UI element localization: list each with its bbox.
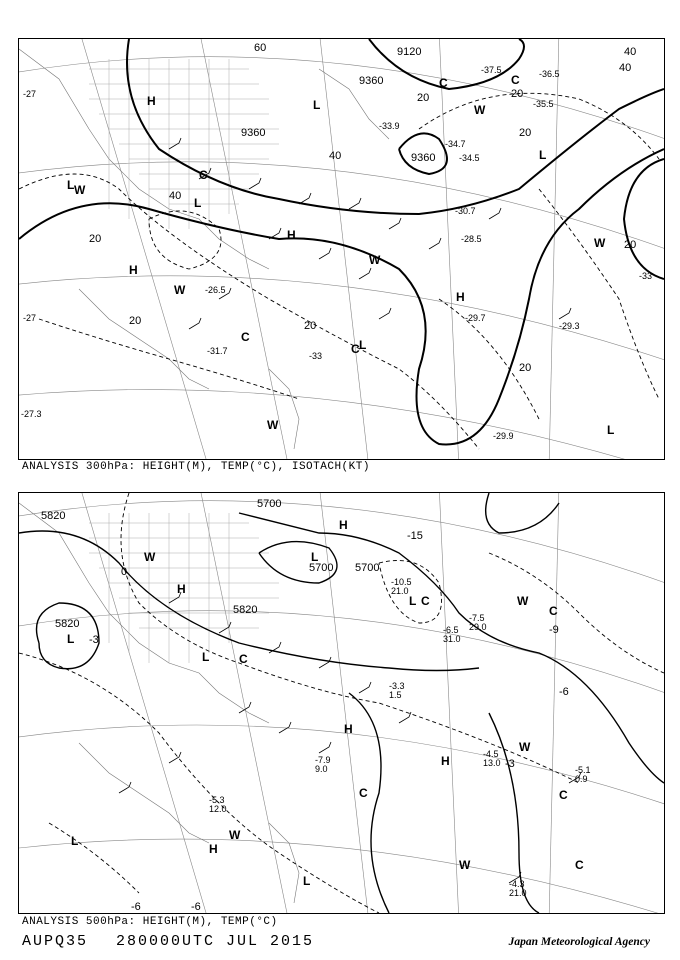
low-marker: L [194, 196, 202, 210]
high-marker: H [147, 94, 156, 108]
isotach-label: 60 [254, 42, 267, 54]
high-marker: H [287, 228, 296, 242]
high-marker: H [177, 582, 186, 596]
isotach-label: 20 [624, 239, 637, 251]
obs-label: 1.5 [389, 690, 402, 700]
high-marker: H [209, 842, 218, 856]
warm-marker: W [74, 183, 86, 197]
height-label: 5700 [355, 562, 380, 574]
cold-marker: C [549, 604, 558, 618]
coastlines [19, 503, 299, 903]
cold-marker: C [439, 76, 448, 90]
temp-label: -26.5 [205, 285, 226, 295]
obs-label: 21.0 [391, 586, 409, 596]
isotherm-label: -3 [89, 634, 99, 646]
height-contours [19, 39, 664, 444]
obs-label: 21.0 [509, 888, 527, 898]
high-marker: H [441, 754, 450, 768]
isotach-label: 20 [519, 127, 532, 139]
temp-label: -27 [23, 89, 37, 99]
isotach-label: 20 [417, 92, 430, 104]
temp-label: -34.7 [445, 139, 466, 149]
temp-label: -27.3 [21, 409, 42, 419]
warm-marker: W [174, 283, 186, 297]
obs-label: -10.5 [391, 577, 412, 587]
low-marker: L [67, 178, 75, 192]
temp-label: -33.9 [379, 121, 400, 131]
low-marker: L [67, 632, 75, 646]
obs-label: -3.3 [389, 681, 405, 691]
cold-marker: C [239, 652, 248, 666]
obs-label: -6.5 [443, 625, 459, 635]
obs-label: -4.3 [509, 879, 525, 889]
cold-marker: C [421, 594, 430, 608]
agency-name: Japan Meteorological Agency [508, 936, 650, 948]
low-marker: L [409, 594, 417, 608]
height-label: 9120 [397, 46, 422, 58]
chart-identifier [22, 933, 342, 950]
caption-300hpa: ANALYSIS 300hPa: HEIGHT(M), TEMP(°C), ISOTACH(KT) [22, 461, 370, 473]
temp-label: -27 [23, 313, 37, 323]
obs-label: 31.0 [443, 634, 461, 644]
height-label: 9360 [359, 75, 384, 87]
isotherm-label: -6 [191, 901, 201, 913]
cold-marker: C [359, 786, 368, 800]
height-label: 5700 [257, 498, 282, 510]
warm-marker: W [519, 740, 531, 754]
temp-label: -29.7 [465, 313, 486, 323]
isotachs [19, 93, 659, 449]
height-label: 5820 [233, 604, 258, 616]
map-500hpa-canvas [19, 493, 664, 913]
isotach-label: 20 [519, 362, 532, 374]
wind-barbs [169, 138, 571, 329]
chart-valid-time: 280000UTC JUL 2015 [116, 933, 315, 950]
height-label: 5820 [41, 510, 66, 522]
low-marker: L [303, 874, 311, 888]
warm-marker: W [517, 594, 529, 608]
temp-label: -28.5 [461, 234, 482, 244]
temp-label: -29.3 [559, 321, 580, 331]
low-marker: L [359, 338, 367, 352]
low-marker: L [539, 148, 547, 162]
obs-label: 12.0 [209, 804, 227, 814]
map-300hpa-canvas [19, 39, 664, 459]
warm-marker: W [474, 103, 486, 117]
low-marker: L [202, 650, 210, 664]
graticule [19, 493, 664, 913]
height-label: 5700 [309, 562, 334, 574]
height-contours [19, 493, 664, 913]
coastlines [19, 49, 389, 449]
isotach-label: 20 [89, 233, 102, 245]
warm-marker: W [229, 828, 241, 842]
cold-marker: C [575, 858, 584, 872]
isotach-label: 40 [329, 150, 342, 162]
high-marker: H [129, 263, 138, 277]
warm-marker: W [459, 858, 471, 872]
isotherm-label: 0 [121, 566, 128, 578]
isotherms [19, 493, 664, 913]
temp-label: -29.9 [493, 431, 514, 441]
high-marker: H [339, 518, 348, 532]
warm-marker: W [369, 253, 381, 267]
isotach-label: 40 [619, 62, 632, 74]
isotherm-label: -3 [505, 758, 515, 770]
isotach-label: 20 [304, 320, 317, 332]
caption-500hpa: ANALYSIS 500hPa: HEIGHT(M), TEMP(°C) [22, 916, 278, 928]
low-marker: L [313, 98, 321, 112]
isotach-label: 20 [129, 315, 142, 327]
isotherm-label: -6 [559, 686, 569, 698]
obs-label: -5.1 [575, 765, 591, 775]
isotherm-label: -6 [131, 901, 141, 913]
map-500hpa [18, 492, 665, 914]
height-label: 9360 [241, 127, 266, 139]
temp-label: -36.5 [539, 69, 560, 79]
obs-label: -4.5 [483, 749, 499, 759]
isotach-label: 20 [511, 88, 524, 100]
warm-marker: W [594, 236, 606, 250]
height-label: 5820 [55, 618, 80, 630]
obs-label: -7.5 [469, 613, 485, 623]
isotherm-label: -9 [549, 624, 559, 636]
temp-label: -37.5 [481, 65, 502, 75]
cold-marker: C [351, 342, 360, 356]
low-marker: L [311, 550, 319, 564]
temp-label: -33 [309, 351, 323, 361]
obs-label: 29.0 [469, 622, 487, 632]
isotach-label: 40 [169, 190, 182, 202]
height-label: 9360 [411, 152, 436, 164]
obs-label: 9.0 [315, 764, 328, 774]
obs-label: -7.9 [315, 755, 331, 765]
obs-label: -5.3 [209, 795, 225, 805]
obs-label: 13.0 [483, 758, 501, 768]
cold-marker: C [511, 73, 520, 87]
map-300hpa [18, 38, 665, 460]
graticule [19, 39, 664, 459]
high-marker: H [344, 722, 353, 736]
temp-label: -35.5 [533, 99, 554, 109]
warm-marker: W [267, 418, 279, 432]
temp-label: -33 [639, 271, 653, 281]
cold-marker: C [199, 168, 208, 182]
high-marker: H [456, 290, 465, 304]
chart-code: AUPQ35 [22, 933, 89, 950]
cold-marker: C [241, 330, 250, 344]
isotach-label: 40 [624, 46, 637, 58]
cold-marker: C [559, 788, 568, 802]
temp-label: -31.7 [207, 346, 228, 356]
low-marker: L [71, 834, 79, 848]
isotherm-label: -15 [407, 530, 423, 542]
low-marker: L [607, 423, 615, 437]
warm-marker: W [144, 550, 156, 564]
temp-label: -30.7 [455, 206, 476, 216]
temp-label: -34.5 [459, 153, 480, 163]
obs-label: 0.9 [575, 774, 588, 784]
